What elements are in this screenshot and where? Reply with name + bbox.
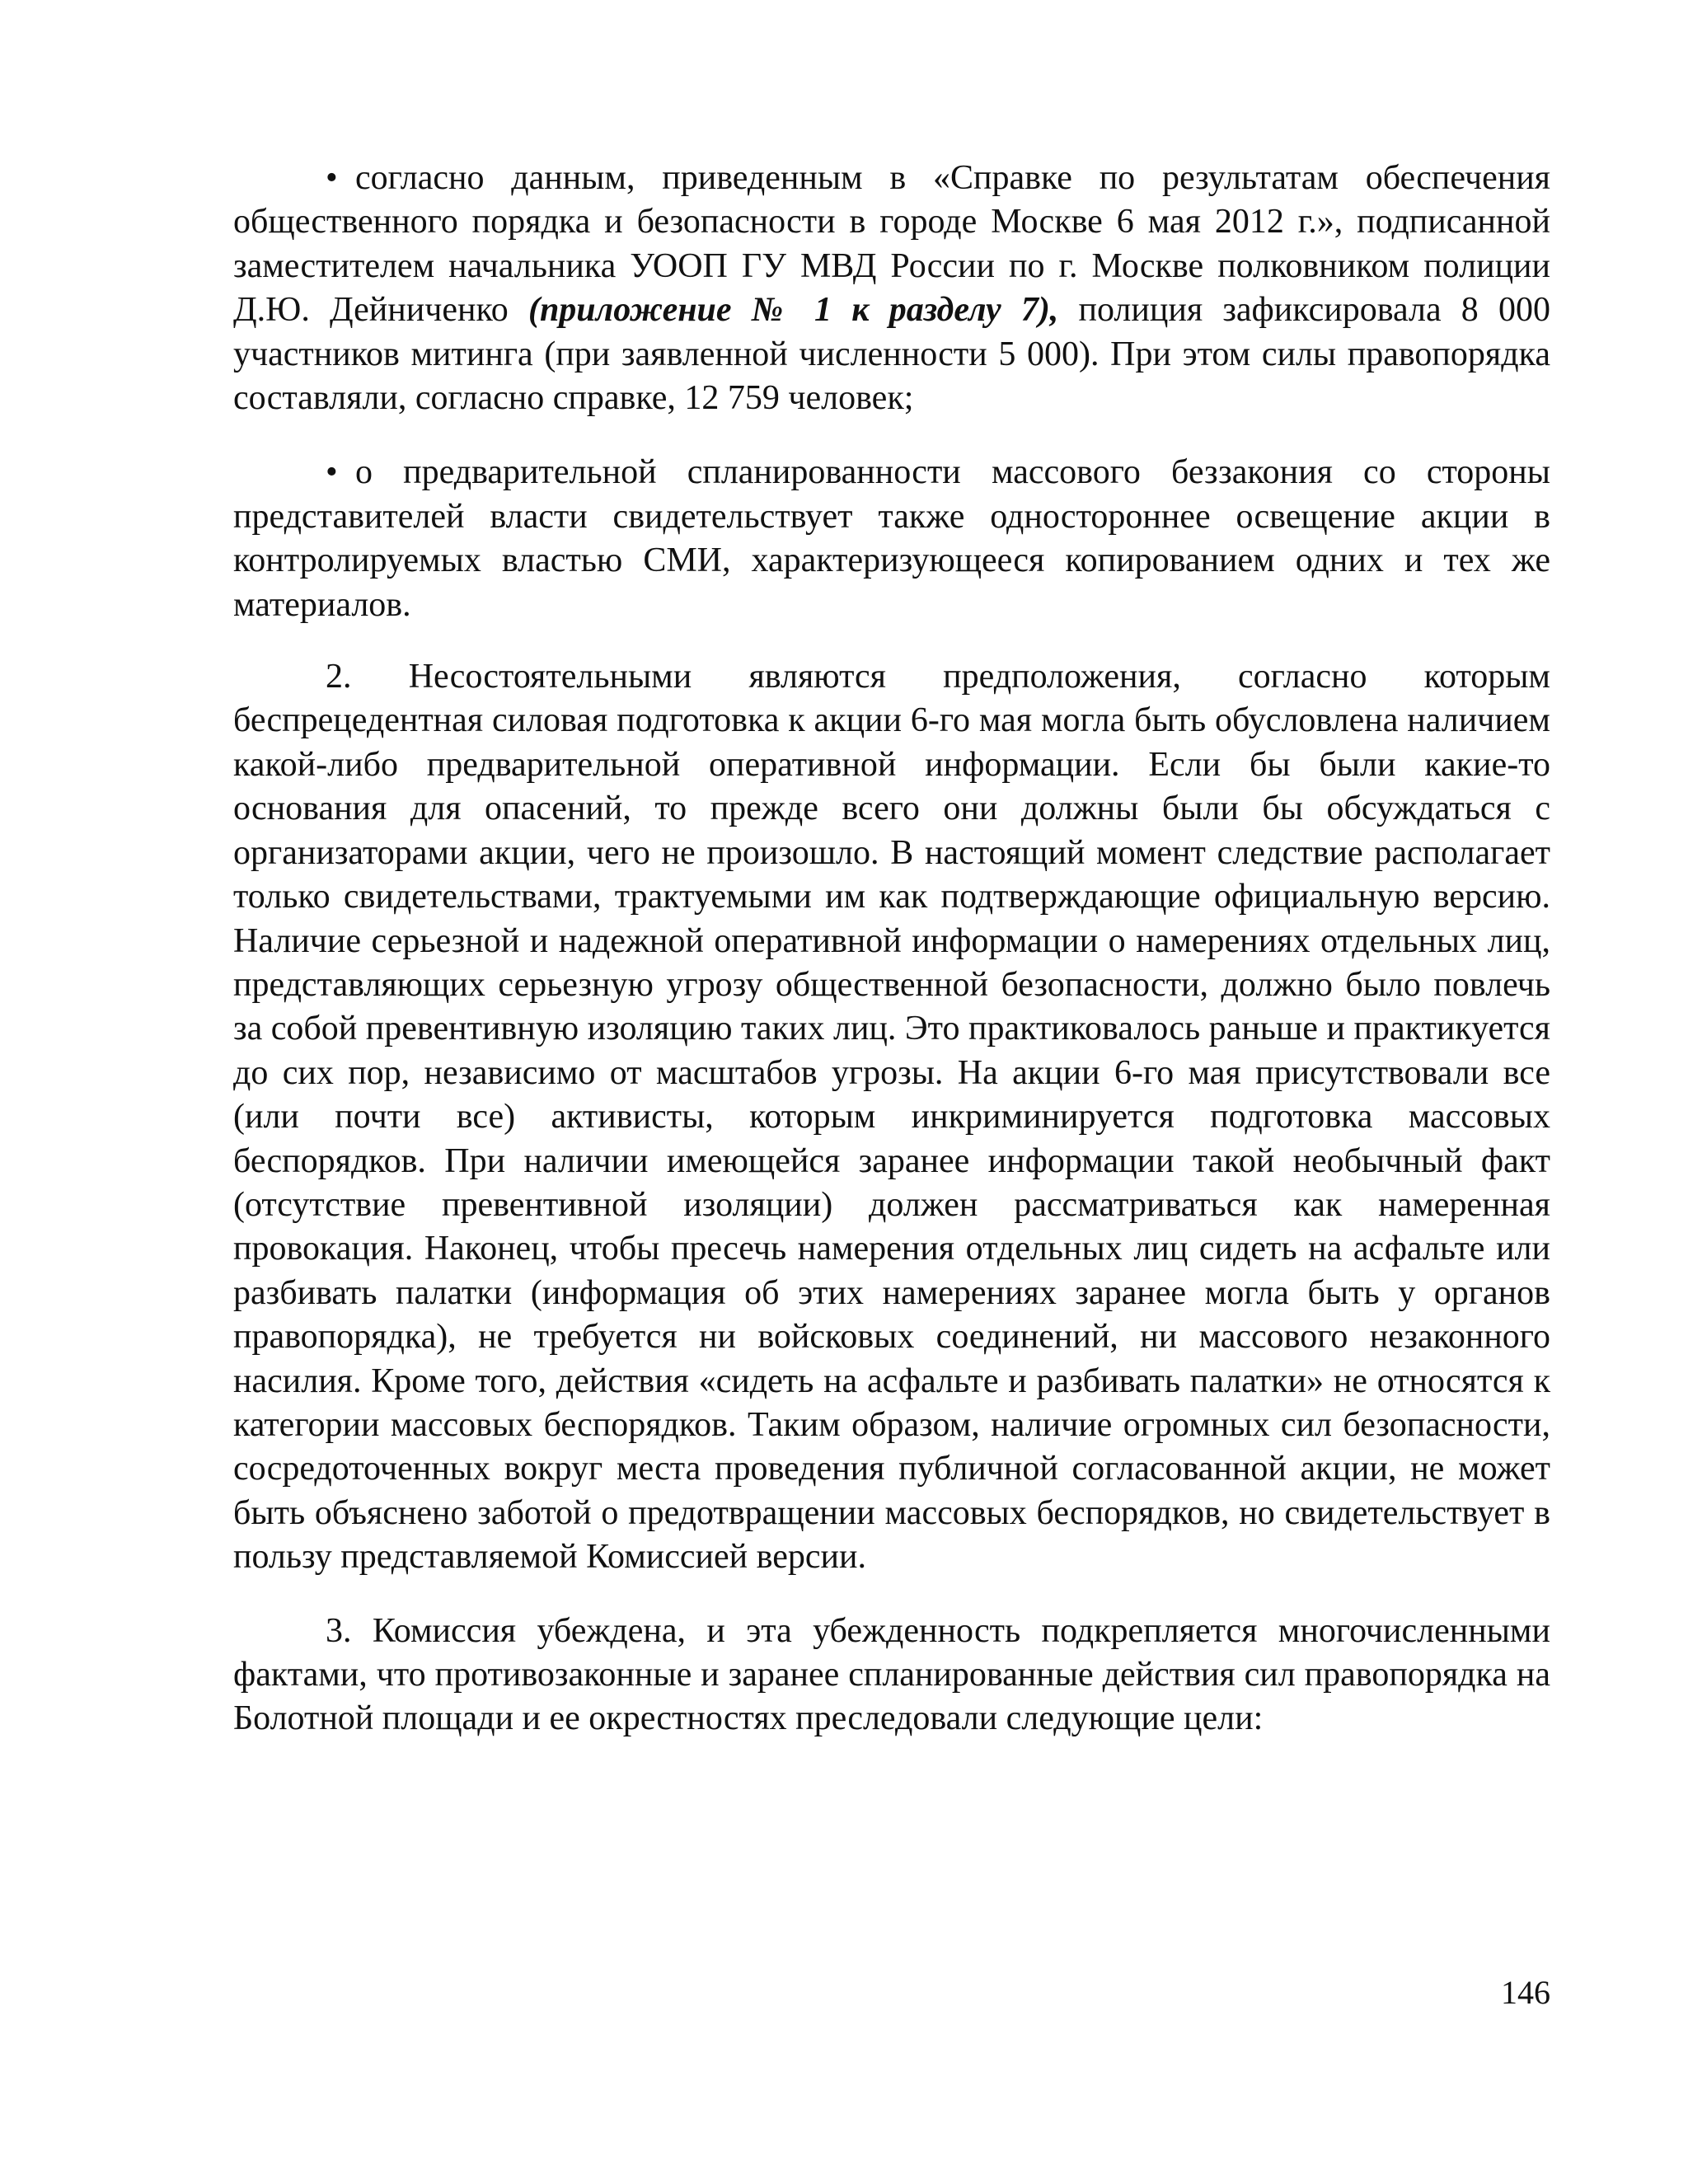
bullet-marker: • <box>326 453 338 492</box>
paragraph-3: 3. Комиссия убеждена, и эта убежденность подкрепляется многочисленными фактами, что противозаконные и заранее спланированные действия сил правопорядка на Болотной площади и ее окрестностях преследовали следующие цели: <box>233 1611 1550 1738</box>
bullet-marker: • <box>326 159 338 197</box>
bullet-item-text-start: согласно данным, приведенным в «Справке по результатам обеспечения общественного порядка и безопасности в городе Москве 6 мая 2012 г.», подписанной заместителем начальника УООП ГУ МВД России по г. Москве полковником полиции Д.Ю. Дейниченко <box>233 159 1550 330</box>
bullet-item-police-count <box>233 157 1550 420</box>
bullet-item-media-coverage <box>233 451 1550 627</box>
paragraph-2: 2. Несостоятельными являются предположения, согласно которым беспрецедентная силовая подготовка к акции 6-го мая могла быть обусловлена наличием какой-либо предварительной оперативной информации. Если бы были какие-то основания для опасений, то прежде всего они должны были бы обсуждаться с организаторами акции, чего не произошло. В настоящий момент следствие располагает только свидетельствами, трактуемыми им как подтверждающие официальную версию. Наличие серьезной и надежной оперативной информации о намерениях отдельных лиц, представляющих серьезную угрозу общественной безопасности, должно было повлечь за собой превентивную изоляцию таких лиц. Это практиковалось раньше и практикуется до сих пор, независимо от масштабов угрозы. На акции 6-го мая присутствовали все (или почти все) активисты, которым инкриминируется подготовка массовых беспорядков. При наличии имеющейся заранее информации такой необычный факт (отсутствие превентивной изоляции) должен рассматриваться как намеренная провокация. Наконец, чтобы пресечь намерения отдельных лиц сидеть на асфальте или разбивать палатки (информация об этих намерениях заранее могла быть у органов правопорядка), не требуется ни войсковых соединений, ни массового незаконного насилия. Кроме того, действия «сидеть на асфальте и разбивать палатки» не относятся к категории массовых беспорядков. Таким образом, наличие огромных сил безопасности, сосредоточенных вокруг места проведения публичной согласованной акции, не может быть объяснено заботой о предотвращении массовых беспорядков, но свидетельствует в пользу представляемой Комиссией версии. <box>233 658 1550 1577</box>
document-page <box>233 157 1550 1741</box>
page-number: 146 <box>1501 1974 1550 2011</box>
bullet-item-text: о предварительной спланированности массового беззакония со стороны представителей власти свидетельствует также одностороннее освещение акции в контролируемых властью СМИ, характеризующееся копированием одних и тех же материалов. <box>233 453 1550 624</box>
bullet-item-text-end: полиция зафиксировала 8 000 участников митинга (при заявленной численности 5 000). При этом силы правопорядка составляли, согласно справке, 12 759 человек; <box>233 291 1550 418</box>
appendix-reference: (приложение № 1 к разделу 7), <box>528 291 1059 330</box>
